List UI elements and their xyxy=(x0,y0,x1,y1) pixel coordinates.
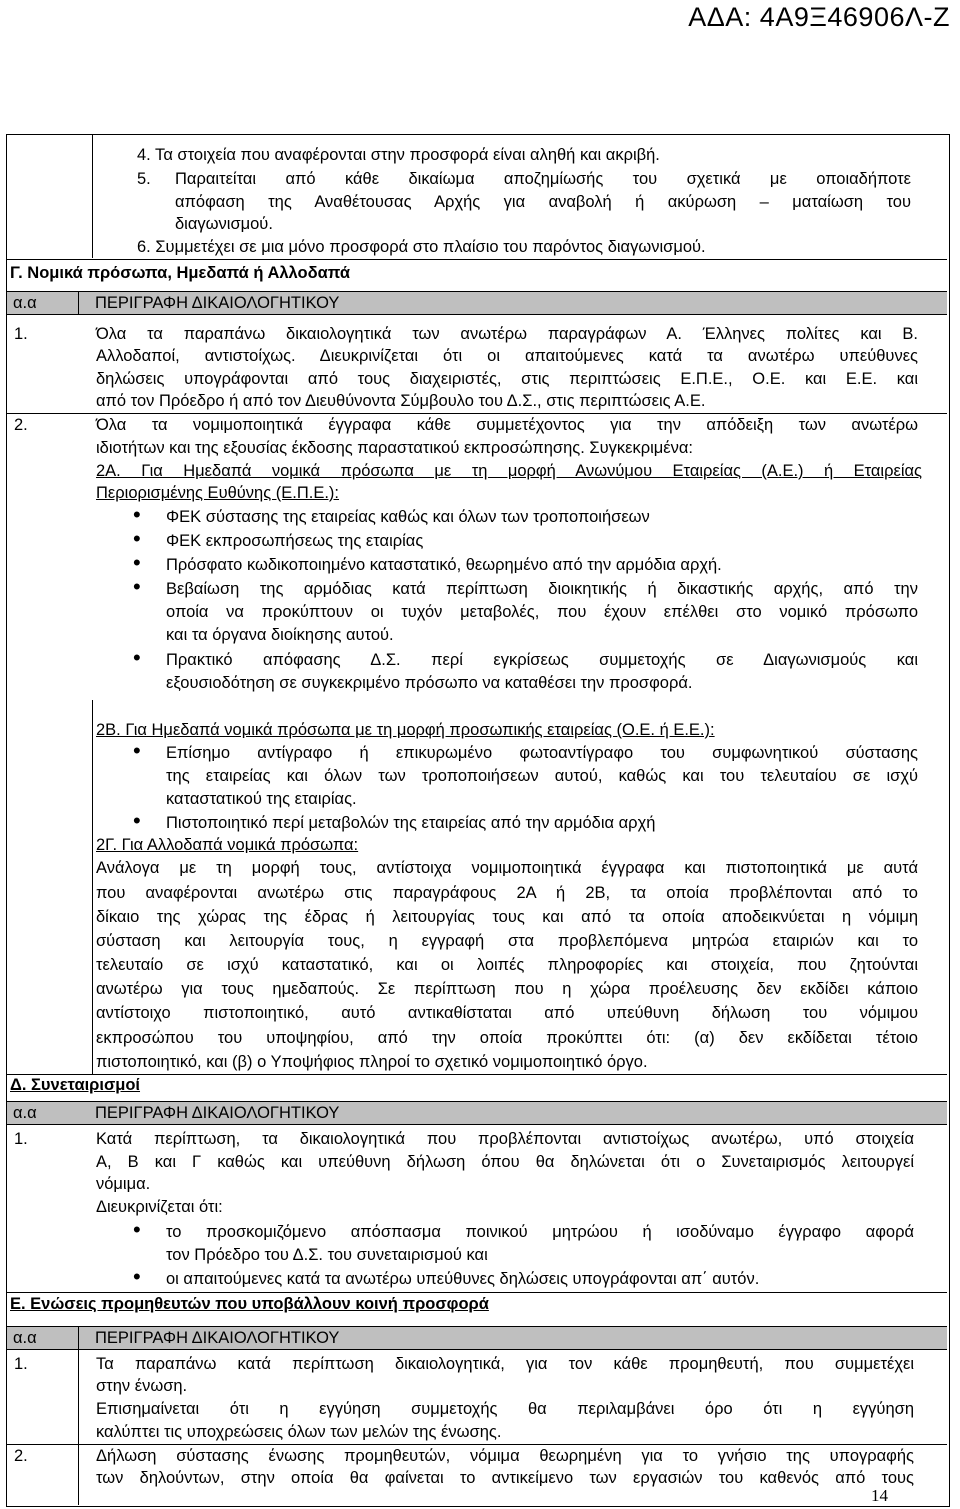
paragraph-2g-line-6: ανωτέρω για τους ημεδαπούς. Σε περίπτωση που η χώρα προέλευσης δεν εκδίδει κάποιο xyxy=(96,980,918,998)
d-row-1-line-4: Διευκρινίζεται ότι: xyxy=(96,1198,223,1216)
bullet-icon: • xyxy=(133,1217,141,1242)
g-row-1-line-3: δηλώσεις υπογράφονται από τους διαχειριστές, στις περιπτώσεις Ε.Π.Ε., Ο.Ε. και Ε.Ε. και xyxy=(96,370,918,388)
paragraph-2g-line-1: Ανάλογα με τη μορφή τους, αντίστοιχα νομιμοποιητικά έγγραφα και πιστοποιητικά με αυτά xyxy=(96,859,918,877)
ada-code: ΑΔΑ: 4Α9Ξ46906Λ-Ζ xyxy=(688,2,950,32)
section-g-title: Γ. Νομικά πρόσωπα, Ημεδαπά ή Αλλοδαπά xyxy=(10,264,351,282)
e-row-2-line-2: των δηλούντων, στην οποία θα φαίνεται το αντικείμενο των εργασιών του καθενός από τους xyxy=(96,1469,914,1487)
section-g-column-divider xyxy=(78,291,79,315)
g-row-1-bottom-rule xyxy=(7,413,947,414)
paragraph-2g-line-9: πιστοποιητικό, και (β) ο Υποψήφιος πληροί το σχετικό νομιμοποιητικό όργο. xyxy=(96,1053,648,1071)
bullet-2b-1-line-3: καταστατικού της εταιρίας. xyxy=(166,790,357,808)
paragraph-2g-line-2: που αναφέρονται ανωτέρω στις παραγράφους 2Α ή 2Β, τα οποία προβλέπονται από το xyxy=(96,884,918,902)
header-description-label: ΠΕΡΙΓΡΑΦΗ ΔΙΚΑΙΟΛΟΓΗΤΙΚΟΥ xyxy=(95,1104,340,1122)
g-row-2-number: 2. xyxy=(14,416,28,434)
d-row-1-line-3: νόμιμα. xyxy=(96,1175,151,1193)
item-4: 4. Τα στοιχεία που αναφέρονται στην προσφορά είναι αληθή και ακριβή. xyxy=(137,146,660,164)
section-e-header-row xyxy=(7,1326,947,1350)
bullet-icon: • xyxy=(133,526,141,551)
bullet-2a-5-line-1: Πρακτικό απόφασης Δ.Σ. περί εγκρίσεως συμμετοχής σε Διαγωνισμούς και xyxy=(166,651,918,669)
item-5-number: 5. xyxy=(137,170,151,188)
header-description-label: ΠΕΡΙΓΡΑΦΗ ΔΙΚΑΙΟΛΟΓΗΤΙΚΟΥ xyxy=(95,294,340,312)
item-5-line-1: Παραιτείται από κάθε δικαίωμα αποζημίωσής του σχετικά με οποιαδήποτε xyxy=(175,170,911,188)
section-d-header-row xyxy=(7,1101,947,1125)
d-bullet-2: οι απαιτούμενες κατά τα ανωτέρω υπεύθυνες δηλώσεις υπογράφονται απ΄ αυτόν. xyxy=(166,1270,760,1288)
section-e-title: Ε. Ενώσεις προμηθευτών που υποβάλλουν κοινή προσφορά xyxy=(10,1295,489,1313)
g-row-2-line-2: ιδιοτήτων και της εξουσίας έκδοσης παραστατικού εκπροσώπησης. Συγκεκριμένα: xyxy=(96,439,693,457)
subsection-2a-line-2: Περιορισμένης Ευθύνης (Ε.Π.Ε.): xyxy=(96,484,340,502)
paragraph-2g-line-7: αντίστοιχο πιστοποιητικό, αυτό αντικαθίσταται από υπεύθυνη δήλωση του νόμιμου xyxy=(96,1004,918,1022)
bullet-2a-3: Πρόσφατο κωδικοποιημένο καταστατικό, θεωρημένο από την αρμόδια αρχή. xyxy=(166,556,722,574)
bullet-icon: • xyxy=(133,1264,141,1289)
bullet-icon: • xyxy=(133,502,141,527)
subsection-2b-title: 2Β. Για Ημεδαπά νομικά πρόσωπα με τη μορφή προσωπικής εταιρείας (Ο.Ε. ή Ε.Ε.): xyxy=(96,721,715,739)
subsection-2g-title: 2Γ. Για Αλλοδαπά νομικά πρόσωπα: xyxy=(96,836,359,854)
d-row-1-number: 1. xyxy=(14,1130,28,1148)
e-row-2-number: 2. xyxy=(14,1447,28,1465)
e-row-1-line-4: καλύπτει τις υποχρεώσεις όλων των μελών της ένωσης. xyxy=(96,1423,502,1441)
bullet-icon: • xyxy=(133,550,141,575)
bullet-icon: • xyxy=(133,808,141,833)
bullet-2a-4-line-2: οποία να προκύπτουν οι τυχόν μεταβολές, που έχουν επέλθει στο νομικό πρόσωπο xyxy=(166,603,918,621)
bullet-2a-4-line-3: και τα όργανα διοίκησης αυτού. xyxy=(166,626,394,644)
d-bullet-1-line-2: τον Πρόεδρο του Δ.Σ. του συνεταιρισμού και xyxy=(166,1246,488,1264)
bullet-2b-1-line-1: Επίσημο αντίγραφο ή επικυρωμένο φωτοαντίγραφο του συμφωνητικού σύστασης xyxy=(166,744,918,762)
item-5-line-3: διαγωνισμού. xyxy=(175,215,273,233)
header-number-label: α.α xyxy=(13,1329,37,1347)
page-number: 14 xyxy=(871,1486,888,1505)
header-number-label: α.α xyxy=(13,294,37,312)
top-column-divider xyxy=(92,135,93,258)
paragraph-2g-line-3: δίκαιο της χώρας της έδρας ή λειτουργίας τους και από τα οποία αποδεικνύεται η νόμιμη xyxy=(96,908,918,926)
g-row-2-column-divider xyxy=(92,700,93,1074)
bullet-icon: • xyxy=(133,645,141,670)
e-row-1-line-2: στην ένωση. xyxy=(96,1377,188,1395)
e-row-1-line-3: Επισημαίνεται ότι η εγγύηση συμμετοχής θα περιλαμβάνει όρο ότι η εγγύηση xyxy=(96,1400,914,1418)
bullet-2a-1: ΦΕΚ σύστασης της εταιρείας καθώς και όλων των τροποποιήσεων xyxy=(166,508,650,526)
d-row-1-line-2: Α, Β και Γ καθώς και υπεύθυνη δήλωση όπου θα δηλώνεται ότι ο Συνεταιρισμός λειτουργεί xyxy=(96,1153,914,1171)
paragraph-2g-line-8: εκπροσώπου του υποψηφίου, από την οποία προκύπτει ότι: (α) δεν εκδίδεται τέτοιο xyxy=(96,1029,918,1047)
g-row-1-line-1: Όλα τα παραπάνω δικαιολογητικά των ανωτέρω παραγράφων Α. Έλληνες πολίτες και Β. xyxy=(96,325,918,343)
section-g-bottom-rule xyxy=(7,1074,947,1075)
paragraph-2g-line-4: σύσταση και λειτουργία τους, η εγγραφή στα προβλεπόμενα μητρώα εταιριών και το xyxy=(96,932,918,950)
bullet-2a-4-line-1: Βεβαίωση της αρμόδιας κατά περίπτωση διοικητικής ή δικαστικής αρχής, από την xyxy=(166,580,918,598)
d-bullet-1-line-1: το προσκομιζόμενο απόσπασμα ποινικού μητρώου ή ισοδύναμο έγγραφο αφορά xyxy=(166,1223,914,1241)
g-row-1-number: 1. xyxy=(14,325,28,343)
g-row-1-line-2: Αλλοδαποί, αντιστοίχως. Διευκρινίζεται ότι οι απαιτούμενες κατά τα ανωτέρω υπεύθυνες xyxy=(96,347,918,365)
bullet-2a-5-line-2: εξουσιοδότηση σε συγκεκριμένο πρόσωπο να καταθέσει την προσφορά. xyxy=(166,674,693,692)
bullet-2b-1-line-2: της εταιρείας και όλων των τροποποιήσεων αυτού, καθώς και του τελευταίου σε ισχύ xyxy=(166,767,918,785)
item-6: 6. Συμμετέχει σε μια μόνο προσφορά στο πλαίσιο του παρόντος διαγωνισμού. xyxy=(137,238,706,256)
section-d-bottom-rule xyxy=(7,1292,947,1293)
header-number-label: α.α xyxy=(13,1104,37,1122)
e-row-2-line-1: Δήλωση σύστασης ένωσης προμηθευτών, νόμιμα θεωρημένη για το γνήσιο της υπογραφής xyxy=(96,1447,914,1465)
g-row-2-line-1: Όλα τα νομιμοποιητικά έγγραφα κάθε συμμετέχοντος για την απόδειξη των ανωτέρω xyxy=(96,416,918,434)
d-row-1-line-1: Κατά περίπτωση, τα δικαιολογητικά που προβλέπονται αντιστοίχως ανωτέρω, υπό στοιχεία xyxy=(96,1130,914,1148)
section-g-top-rule xyxy=(7,259,947,260)
bullet-icon: • xyxy=(133,738,141,763)
header-description-label: ΠΕΡΙΓΡΑΦΗ ΔΙΚΑΙΟΛΟΓΗΤΙΚΟΥ xyxy=(95,1329,340,1347)
e-row-1-line-1: Τα παραπάνω κατά περίπτωση δικαιολογητικά, για τον κάθε προμηθευτή, που συμμετέχει xyxy=(96,1355,914,1373)
e-column-divider xyxy=(78,1326,79,1505)
e-row-1-bottom-rule xyxy=(7,1444,947,1445)
subsection-2a-line-1: 2Α. Για Ημεδαπά νομικά πρόσωπα με τη μορφή Ανωνύμου Εταιρείας (Α.Ε.) ή Εταιρείας xyxy=(96,462,922,480)
section-g-header-row xyxy=(7,291,947,315)
paragraph-2g-line-5: τελευταίο σε ισχύ καταστατικό, και οι λοιπές πληροφορίες και στοιχεία, που ζητούνται xyxy=(96,956,918,974)
section-d-title: Δ. Συνεταιρισμοί xyxy=(10,1076,141,1094)
bullet-icon: • xyxy=(133,574,141,599)
bullet-2a-2: ΦΕΚ εκπροσωπήσεως της εταιρίας xyxy=(166,532,424,550)
g-row-1-line-4: από τον Πρόεδρο ή από τον Διευθύνοντα Σύμβουλο του Δ.Σ., στις περιπτώσεις Α.Ε. xyxy=(96,392,706,410)
e-row-1-number: 1. xyxy=(14,1355,28,1373)
bullet-2b-2: Πιστοποιητικό περί μεταβολών της εταιρείας από την αρμόδια αρχή xyxy=(166,814,656,832)
item-5-line-2: απόφαση της Αναθέτουσας Αρχής για αναβολή ή ακύρωση – ματαίωση του xyxy=(175,193,911,211)
